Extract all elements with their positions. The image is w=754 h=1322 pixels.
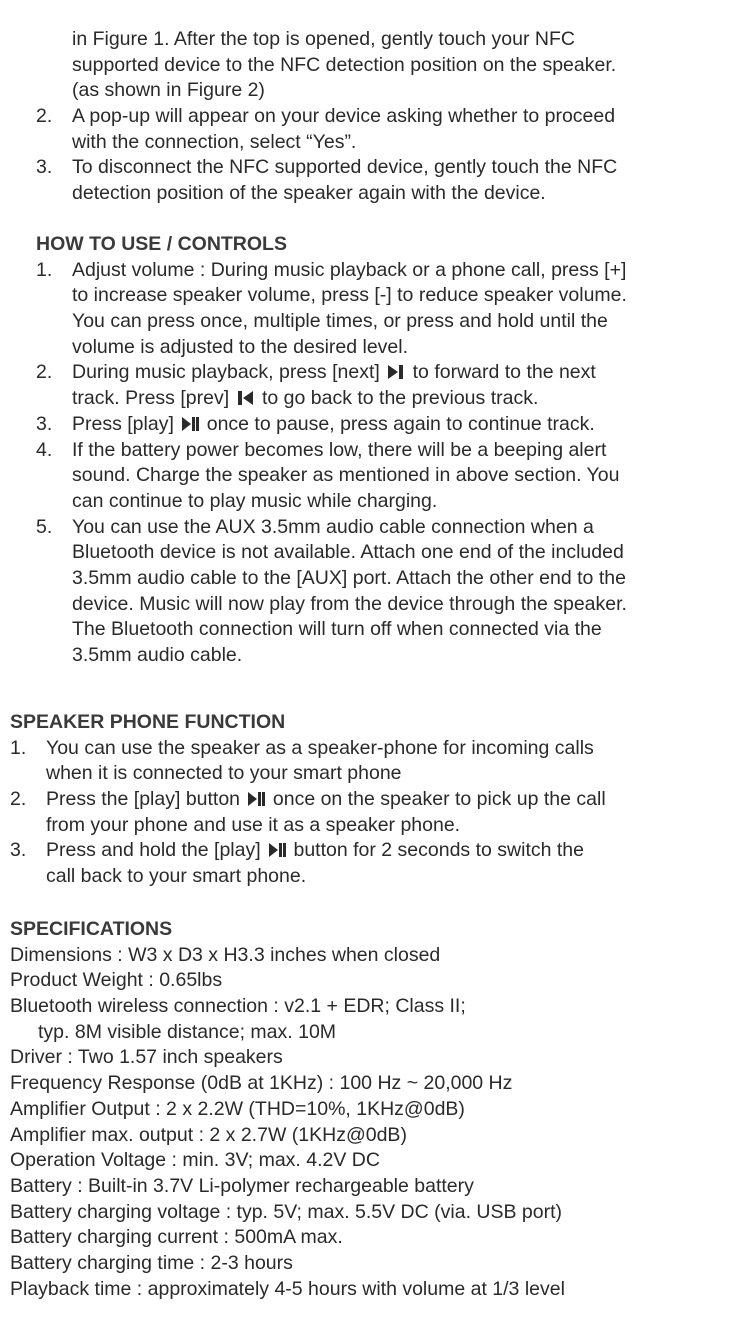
list-item-line: detection position of the speaker again with the device. bbox=[72, 182, 546, 205]
list-item-line: 3.5mm audio cable. bbox=[72, 644, 243, 666]
spec-line: Bluetooth wireless connection : v2.1 + EDR; Class II; bbox=[10, 995, 466, 1018]
list-item-line: A pop-up will appear on your device asking whether to proceed bbox=[72, 105, 616, 128]
text-fragment: once on the speaker to pick up the call bbox=[272, 788, 606, 811]
list-item-line: 3.5mm audio cable to the [AUX] port. Attach the other end to the bbox=[72, 566, 626, 589]
list-item-line: from your phone and use it as a speaker phone. bbox=[46, 813, 461, 836]
prev-track-icon bbox=[237, 390, 255, 406]
list-item-line: device. Music will now play from the device through the speaker. bbox=[72, 592, 627, 615]
list-item-line bbox=[46, 838, 740, 864]
play-pause-icon bbox=[268, 842, 286, 858]
spec-line: Battery charging current : 500mA max. bbox=[10, 1226, 343, 1249]
spec-line: Battery charging time : 2-3 hours bbox=[10, 1251, 293, 1274]
text-fragment: to go back to the previous track. bbox=[261, 387, 539, 410]
list-item-line: The Bluetooth connection will turn off when connected via the bbox=[72, 618, 602, 641]
play-pause-icon bbox=[181, 416, 199, 432]
list-number: 4. bbox=[36, 438, 53, 461]
list-item-line: You can use the speaker as a speaker-phone for incoming calls bbox=[46, 736, 594, 759]
list-item-line: sound. Charge the speaker as mentioned in above section. You bbox=[72, 464, 620, 487]
list-item-line: call back to your smart phone. bbox=[46, 865, 307, 888]
paragraph-line: (as shown in Figure 2) bbox=[72, 79, 265, 102]
text-fragment: Press [play] bbox=[72, 412, 174, 435]
list-item-line bbox=[46, 787, 740, 813]
text-fragment: track. Press [prev] bbox=[72, 387, 230, 410]
list-item-line: If the battery power becomes low, there will be a beeping alert bbox=[72, 438, 607, 461]
list-item bbox=[10, 787, 740, 838]
list-item-line bbox=[72, 360, 746, 386]
list-item-line: To disconnect the NFC supported device, gently touch the NFC bbox=[72, 156, 618, 179]
text-fragment: Press the [play] button bbox=[46, 788, 241, 811]
list-item-line: with the connection, select “Yes”. bbox=[72, 130, 357, 153]
list-number: 5. bbox=[36, 515, 53, 538]
list-item bbox=[36, 412, 746, 438]
specifications-section bbox=[10, 917, 740, 1302]
spec-line: Amplifier Output : 2 x 2.2W (THD=10%, 1KHz@0dB) bbox=[10, 1097, 465, 1120]
list-number: 3. bbox=[36, 412, 53, 435]
list-item-line: Adjust volume : During music playback or a phone call, press [+] bbox=[72, 258, 627, 281]
list-item-line: volume is adjusted to the desired level. bbox=[72, 335, 409, 358]
spec-line: Amplifier max. output : 2 x 2.7W (1KHz@0dB) bbox=[10, 1123, 407, 1146]
spec-line: typ. 8M visible distance; max. 10M bbox=[38, 1020, 337, 1043]
spec-line: Operation Voltage : min. 3V; max. 4.2V DC bbox=[10, 1149, 380, 1172]
list-item bbox=[36, 258, 746, 361]
spec-line: Battery charging voltage : typ. 5V; max. 5.5V DC (via. USB port) bbox=[10, 1200, 563, 1223]
list-item bbox=[36, 155, 736, 206]
text-fragment: to forward to the next bbox=[412, 361, 596, 384]
spec-line: Frequency Response (0dB at 1KHz) : 100 Hz ~ 20,000 Hz bbox=[10, 1072, 513, 1095]
list-number: 1. bbox=[36, 258, 53, 281]
section-heading: SPECIFICATIONS bbox=[10, 918, 173, 940]
list-number: 1. bbox=[10, 736, 27, 759]
list-number: 2. bbox=[36, 105, 53, 128]
list-item-line bbox=[72, 386, 746, 412]
list-item-line: can continue to play music while charging. bbox=[72, 489, 438, 512]
list-number: 2. bbox=[36, 361, 53, 384]
list-item bbox=[36, 104, 736, 155]
list-item bbox=[36, 438, 746, 515]
text-fragment: button for 2 seconds to switch the bbox=[293, 839, 584, 862]
list-item bbox=[10, 838, 740, 889]
section-heading: HOW TO USE / CONTROLS bbox=[36, 233, 287, 255]
list-item bbox=[36, 360, 746, 411]
paragraph-line: supported device to the NFC detection position on the speaker. bbox=[72, 53, 617, 76]
play-pause-icon bbox=[247, 791, 265, 807]
list-item-line: when it is connected to your smart phone bbox=[46, 762, 402, 785]
next-track-icon bbox=[387, 364, 405, 380]
text-fragment: once to pause, press again to continue track. bbox=[206, 412, 595, 435]
list-number: 2. bbox=[10, 788, 27, 811]
list-item-line: You can press once, multiple times, or press and hold until the bbox=[72, 310, 608, 333]
text-fragment: Press and hold the [play] bbox=[46, 839, 261, 862]
list-item-line: Bluetooth device is not available. Attach one end of the included bbox=[72, 541, 624, 564]
list-item-line: You can use the AUX 3.5mm audio cable connection when a bbox=[72, 515, 594, 538]
spec-line: Product Weight : 0.65lbs bbox=[10, 969, 223, 992]
spec-line: Playback time : approximately 4-5 hours with volume at 1/3 level bbox=[10, 1277, 565, 1300]
list-number: 3. bbox=[10, 839, 27, 862]
nfc-section-continued bbox=[36, 27, 736, 207]
how-to-use-section bbox=[36, 232, 746, 669]
list-item bbox=[10, 736, 740, 787]
list-number: 3. bbox=[36, 156, 53, 179]
spec-line: Battery : Built-in 3.7V Li-polymer rechargeable battery bbox=[10, 1174, 474, 1197]
list-item bbox=[36, 515, 746, 669]
section-heading: SPEAKER PHONE FUNCTION bbox=[10, 711, 286, 733]
text-fragment: During music playback, press [next] bbox=[72, 361, 380, 384]
spec-line: Dimensions : W3 x D3 x H3.3 inches when closed bbox=[10, 943, 441, 966]
paragraph-line: in Figure 1. After the top is opened, gently touch your NFC bbox=[72, 28, 575, 50]
list-item-line bbox=[72, 412, 746, 438]
speaker-phone-section bbox=[10, 710, 740, 890]
list-item-line: to increase speaker volume, press [-] to reduce speaker volume. bbox=[72, 284, 627, 307]
spec-line: Driver : Two 1.57 inch speakers bbox=[10, 1046, 283, 1069]
